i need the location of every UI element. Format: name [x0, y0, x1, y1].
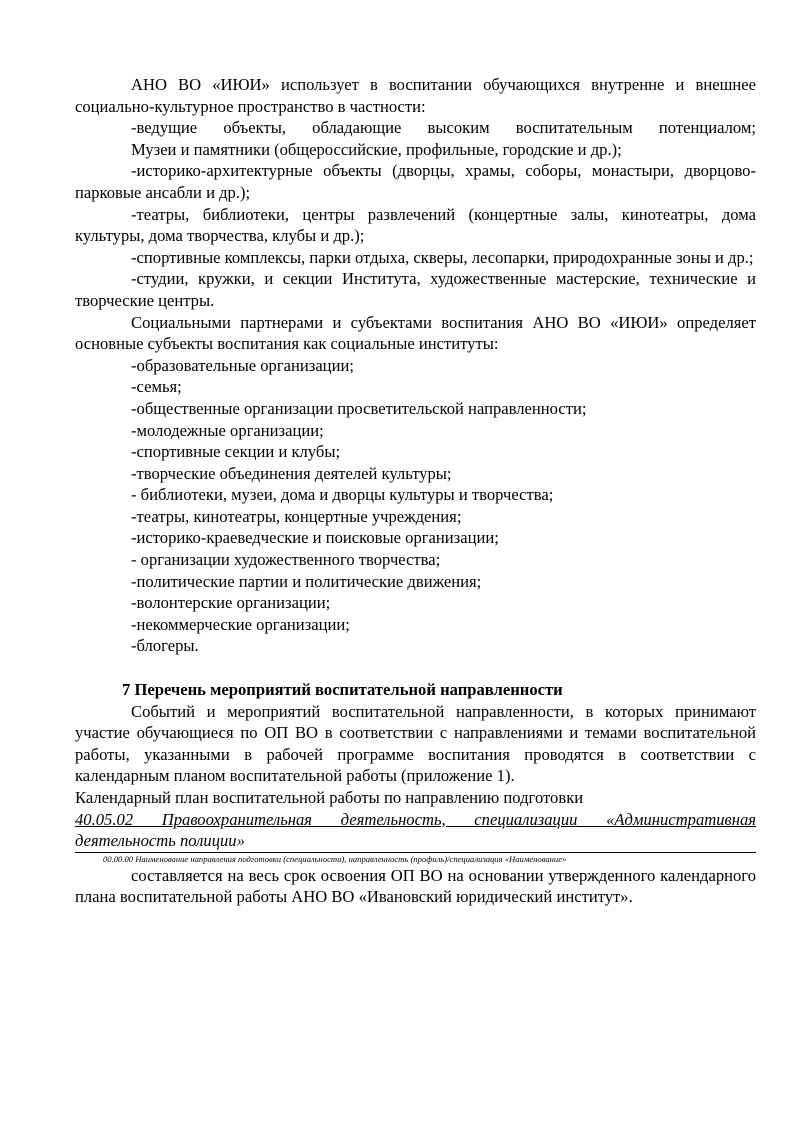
- list-item: -образовательные организации;: [131, 355, 354, 375]
- list-item: -ведущие объекты, обладающие высоким воспитательным потенциалом;: [131, 118, 756, 138]
- list-item: Музеи и памятники (общероссийские, профильные, городские и др.);: [131, 139, 622, 159]
- list-item: -историко-архитектурные объекты (дворцы, храмы, соборы, монастыри, дворцово-парковые ансабли и др.);: [75, 161, 756, 202]
- list-item: -историко-краеведческие и поисковые организации;: [131, 528, 499, 548]
- document-page: [75, 74, 756, 908]
- list-item: -театры, библиотеки, центры развлечений (концертные залы, кинотеатры, дома культуры, дома творчества, клубы и др.);: [75, 204, 756, 246]
- partners-list: [75, 355, 756, 657]
- list-item: -молодежные организации;: [131, 420, 324, 440]
- spacer: [75, 657, 756, 679]
- section-paragraph: Событий и мероприятий воспитательной направленности, в которых принимают участие обучающиеся по ОП ВО в соответствии с направлениями и темами воспитательной работы, указанными в рабочей программе воспитания проводятся в соответствии с календарным планом воспитательной работы (приложение 1).: [75, 701, 756, 786]
- list-item: -блогеры.: [131, 636, 199, 656]
- program-name-line-1: 40.05.02 Правоохранительная деятельность, специализации «Административная: [75, 809, 756, 829]
- list-item: - организации художественного творчества;: [131, 550, 441, 570]
- list-item: -политические партии и политические движения;: [131, 571, 482, 591]
- list-item: -творческие объединения деятелей культуры;: [131, 463, 452, 483]
- list-item: -спортивные секции и клубы;: [131, 442, 341, 462]
- list-item: -спортивные комплексы, парки отдыха, скверы, лесопарки, природохранные зоны и др.;: [131, 247, 754, 267]
- list-item: -студии, кружки, и секции Института, художественные мастерские, технические и творческие центры.: [75, 269, 756, 310]
- list-item: -театры, кинотеатры, концертные учреждения;: [131, 506, 462, 526]
- closing-paragraph: составляется на весь срок освоения ОП ВО на основании утвержденного календарного плана воспитательной работы АНО ВО «Ивановский юридический институт».: [75, 865, 756, 907]
- calendar-plan-intro: Календарный план воспитательной работы по направлению подготовки: [75, 788, 584, 807]
- program-name-line-2: деятельность полиции»: [75, 830, 756, 853]
- field-caption: 00.00.00 Наименование направления подготовки (специальности), направленность (профиль)/специализация «Наименование»: [103, 853, 567, 864]
- list-item: - библиотеки, музеи, дома и дворцы культуры и творчества;: [131, 485, 554, 505]
- section-heading: 7 Перечень мероприятий воспитательной направленности: [122, 680, 563, 700]
- partners-paragraph: Социальными партнерами и субъектами воспитания АНО ВО «ИЮИ» определяет основные субъекты воспитания как социальные институты:: [75, 312, 756, 354]
- list-item: -волонтерские организации;: [131, 593, 331, 613]
- list-item: -некоммерческие организации;: [131, 614, 350, 634]
- list-item: -общественные организации просветительской направленности;: [131, 398, 587, 418]
- intro-paragraph: АНО ВО «ИЮИ» использует в воспитании обучающихся внутренне и внешнее социально-культурное пространство в частности:: [75, 75, 756, 116]
- list-item: -семья;: [131, 377, 182, 397]
